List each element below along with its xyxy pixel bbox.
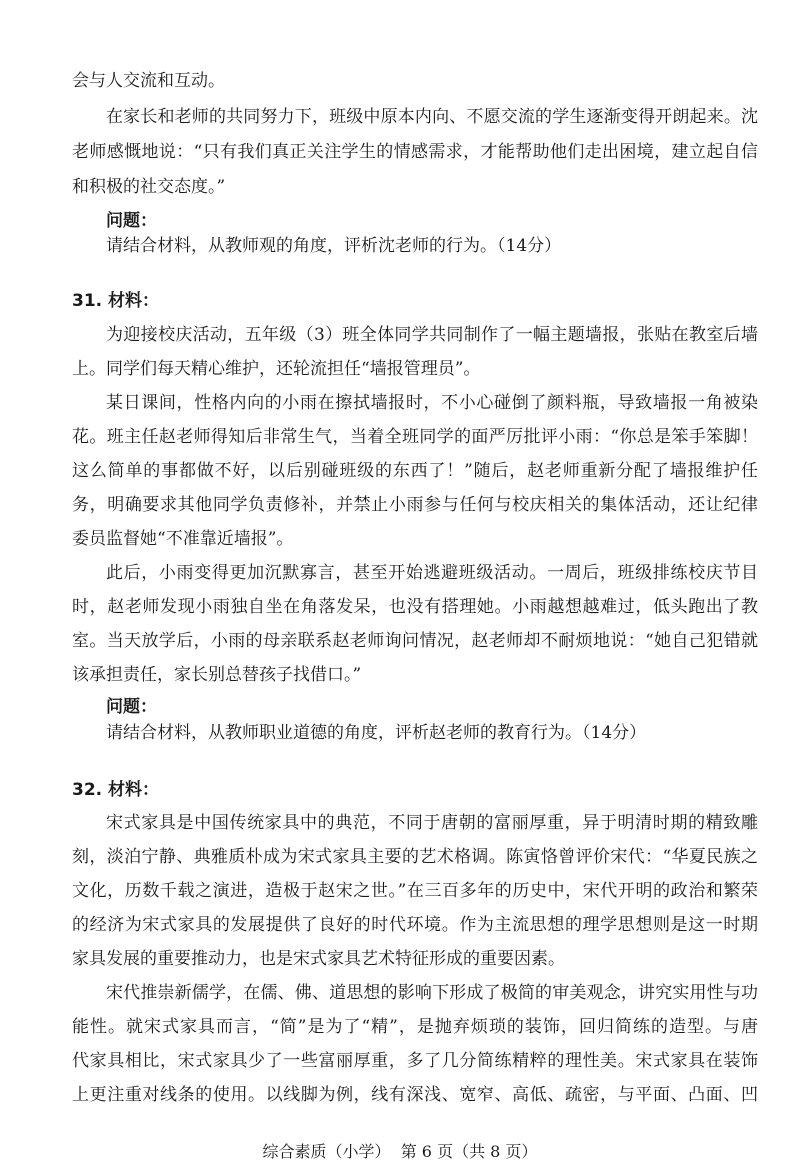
text-line: 和积极的社交态度。” (72, 177, 226, 197)
text-line: 老师感慨地说：“只有我们真正关注学生的情感需求，才能帮助他们走出困境，建立起自信 (72, 142, 758, 162)
text-line: 文化，历数千载之演进，造极于赵宋之世。”在三百多年的历史中，宋代开明的政治和繁荣 (72, 881, 758, 901)
text-line: 务，明确要求其他同学负责修补，并禁止小雨参与任何与校庆相关的集体活动，还让纪律 (72, 495, 758, 515)
text-line: 会与人交流和互动。 (72, 71, 225, 91)
text-line: 宋代推崇新儒学，在儒、佛、道思想的影响下形成了极简的审美观念，讲究实用性与功 (106, 983, 758, 1003)
text-line: 某日课间，性格内向的小雨在擦拭墙报时，不小心碰倒了颜料瓶，导致墙报一角被染 (106, 393, 758, 413)
text-line: 上更注重对线条的使用。以线脚为例，线有深浅、宽窄、高低、疏密，与平面、凸面、凹 (72, 1085, 758, 1105)
text-line: 时，赵老师发现小雨独自坐在角落发呆，也没有搭理她。小雨越想越难过，低头跑出了教 (72, 597, 758, 617)
question-heading-31: 31. 材料： (72, 291, 160, 311)
text-line: 此后，小雨变得更加沉默寡言，甚至开始逃避班级活动。一周后，班级排练校庆节目 (106, 563, 758, 583)
text-line: 室。当天放学后，小雨的母亲联系赵老师询问情况，赵老师却不耐烦地说：“她自己犯错就 (72, 631, 758, 651)
text-line: 在家长和老师的共同努力下，班级中原本内向、不愿交流的学生逐渐变得开朗起来。沈 (106, 107, 758, 127)
text-line: 宋式家具是中国传统家具中的典范，不同于唐朝的富丽厚重，异于明清时期的精致雕 (106, 813, 758, 833)
text-line: 家具发展的重要推动力，也是宋式家具艺术特征形成的重要因素。 (72, 949, 565, 969)
question-heading-32: 32. 材料： (72, 780, 160, 800)
text-line: 代家具相比，宋式家具少了一些富丽厚重，多了几分简练精粹的理性美。宋式家具在装饰 (72, 1051, 758, 1071)
question-label: 问题： (106, 211, 157, 231)
question-text: 请结合材料，从教师职业道德的角度，评析赵老师的教育行为。（14分） (106, 723, 647, 743)
text-line: 的经济为宋式家具的发展提供了良好的时代环境。作为主流思想的理学思想则是这一时期 (72, 915, 758, 935)
text-line: 该承担责任，家长别总替孩子找借口。” (72, 665, 362, 685)
question-label: 问题： (106, 697, 157, 717)
text-line: 委员监督她“不准靠近墙报”。 (72, 529, 294, 549)
text-line: 花。班主任赵老师得知后非常生气，当着全班同学的面严厉批评小雨：“你总是笨手笨脚！ (72, 427, 758, 447)
text-line: 能性。就宋式家具而言，“简”是为了“精”，是抛弃烦琐的装饰，回归简练的造型。与唐 (72, 1017, 758, 1037)
text-line: 刻，淡泊宁静、典雅质朴成为宋式家具主要的艺术格调。陈寅恪曾评价宋代：“华夏民族之 (72, 847, 758, 867)
page-footer: 综合素质（小学） 第 6 页（共 8 页） (262, 1142, 538, 1161)
text-line: 这么简单的事都做不好，以后别碰班级的东西了！”随后，赵老师重新分配了墙报维护任 (72, 461, 758, 481)
text-line: 为迎接校庆活动，五年级（3）班全体同学共同制作了一幅主题墙报，张贴在教室后墙 (106, 325, 758, 345)
text-line: 上。同学们每天精心维护，还轮流担任“墙报管理员”。 (72, 359, 481, 379)
question-text: 请结合材料，从教师观的角度，评析沈老师的行为。（14分） (106, 236, 562, 256)
